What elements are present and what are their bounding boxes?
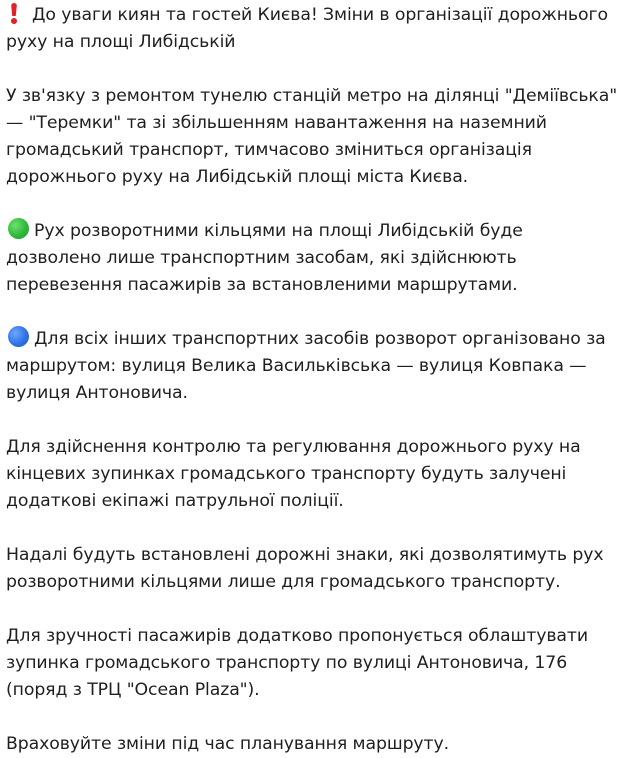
green-point-paragraph (6, 218, 623, 299)
green-circle-icon (8, 218, 29, 239)
blue-point-paragraph (6, 326, 623, 407)
headline-paragraph (6, 2, 623, 56)
blue-circle-icon (8, 326, 29, 347)
blue-point-text: Для всіх інших транспортних засобів розворот організовано за маршрутом: вулиця Велика Васильківська — вулиця Ковпака — вулиця Антоновича. (6, 329, 606, 403)
signs-paragraph: Надалі будуть встановлені дорожні знаки, які дозволятимуть рух розворотними кільцями лише для громадського транспорту. (6, 545, 604, 592)
green-point-text: Рух розворотними кільцями на площі Либідській буде дозволено лише транспортним засобам, які здійснюють перевезення пасажирів за встановленими маршрутами. (6, 221, 523, 295)
intro-paragraph: У зв'язку з ремонтом тунелю станцій метро на ділянці "Деміївська" — "Теремки" та зі збільшенням навантаження на наземний громадський транспорт, тимчасово зміниться організація дорожнього руху на Либідській площі міста Києва. (6, 86, 618, 187)
headline-text: До уваги киян та гостей Києва! Зміни в організації дорожнього руху на площі Либідській (6, 5, 608, 52)
stop-paragraph: Для зручності пасажирів додатково пропонується облаштувати зупинка громадського транспорту по вулиці Антоновича, 176 (поряд з ТРЦ "Ocean Plaza"). (6, 626, 588, 700)
red-exclamation-icon (9, 3, 19, 23)
closing-paragraph: Враховуйте зміни під час планування маршруту. (6, 734, 450, 754)
control-paragraph: Для здійснення контролю та регулювання дорожнього руху на кінцевих зупинках громадського транспорту будуть залучені додаткові екіпажі патрульної поліції. (6, 437, 581, 511)
